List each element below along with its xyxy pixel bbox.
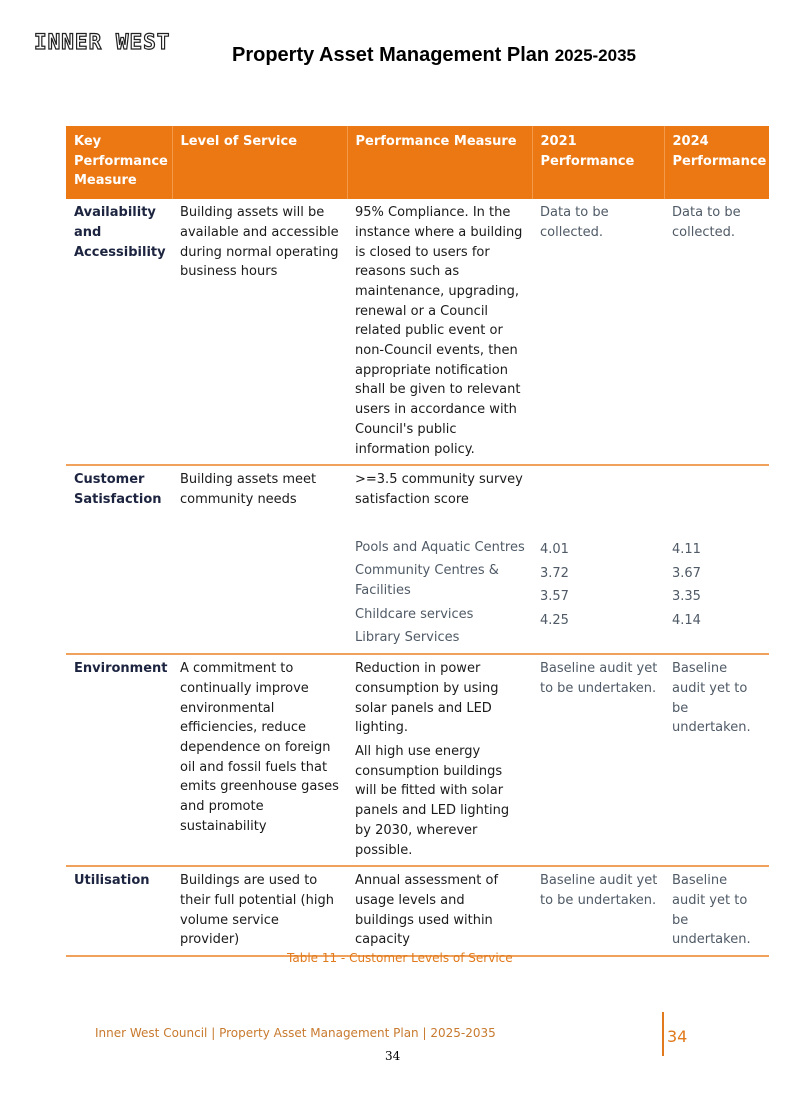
score-value: 4.25 [540,612,569,628]
pm-text: Reduction in power consumption by using solar panels and LED lighting. [355,661,499,736]
pm-text: >=3.5 community survey satisfaction score [355,472,523,507]
header-2021-performance: 2021 Performance [532,126,664,199]
footer-text: Inner West Council | Property Asset Management Plan | 2025-2035 [95,1026,496,1040]
p2024-cell: Baseline audit yet to be undertaken. [664,866,769,956]
footer-divider [662,1012,664,1056]
los-cell: A commitment to continually improve environmental efficiencies, reduce dependence on foreign oil and fossil fuels that emits greenhouse gases and promote sustainability [172,654,347,866]
pm-cell [347,465,532,654]
los-cell: Building assets will be available and accessible during normal operating business hours [172,199,347,465]
kpm-cell: Environment [66,654,172,866]
p2021-cell: Baseline audit yet to be undertaken. [532,866,664,956]
p2024-cell [664,465,769,654]
header-level-of-service: Level of Service [172,126,347,199]
score-value: 3.72 [540,565,569,581]
title-years: 2025-2035 [554,46,637,65]
los-cell: Buildings are used to their full potential (high volume service provider) [172,866,347,956]
service-item: Library Services [355,630,460,646]
table-row [66,465,769,654]
header-performance-measure: Performance Measure [347,126,532,199]
p2024-cell: Data to be collected. [664,199,769,465]
score-value: 4.11 [672,542,701,558]
pm-cell: 95% Compliance. In the instance where a building is closed to users for reasons such as maintenance, upgrading, renewal or a Council related public event or non-Council events, then appropriate notification shall be given to relevant users in accordance with Council's public information policy. [347,199,532,465]
table-row [66,654,769,866]
pm-cell: Annual assessment of usage levels and buildings used within capacity [347,866,532,956]
table-row [66,866,769,956]
service-item: Pools and Aquatic Centres [355,539,525,555]
p2021-cell [532,465,664,654]
logo-text: INNER WEST [34,30,171,54]
header-2024-performance: 2024 Performance [664,126,769,199]
score-value: 3.35 [672,589,701,605]
service-item: Childcare services [355,606,474,622]
page-number: 34 [385,1049,401,1063]
table-row [66,199,769,465]
page-title [232,44,636,67]
p2021-cell: Data to be collected. [532,199,664,465]
los-cell: Building assets meet community needs [172,465,347,654]
pm-cell [347,654,532,866]
kpm-cell: Utilisation [66,866,172,956]
score-value: 3.57 [540,589,569,605]
kpm-cell: Availability and Accessibility [66,199,172,465]
service-list [355,538,526,649]
score-value: 4.14 [672,612,701,628]
table-caption: Table 11 - Customer Levels of Service [287,951,513,965]
score-value: 3.67 [672,565,701,581]
title-main: Property Asset Management Plan [232,44,550,66]
inner-west-logo [34,30,170,54]
levels-of-service-table [66,126,769,957]
p2021-cell: Baseline audit yet to be undertaken. [532,654,664,866]
footer-page-label: 34 [667,1027,688,1046]
score-value: 4.01 [540,542,569,558]
kpm-cell: Customer Satisfaction [66,465,172,654]
service-item: Community Centres & Facilities [355,563,499,599]
header-key-performance-measure: Key Performance Measure [66,126,172,199]
pm-text-2: All high use energy consumption buildings will be fitted with solar panels and LED lighting by 2030, wherever possible. [355,743,510,858]
p2024-cell: Baseline audit yet to be undertaken. [664,654,769,866]
table-header-row [66,126,769,199]
